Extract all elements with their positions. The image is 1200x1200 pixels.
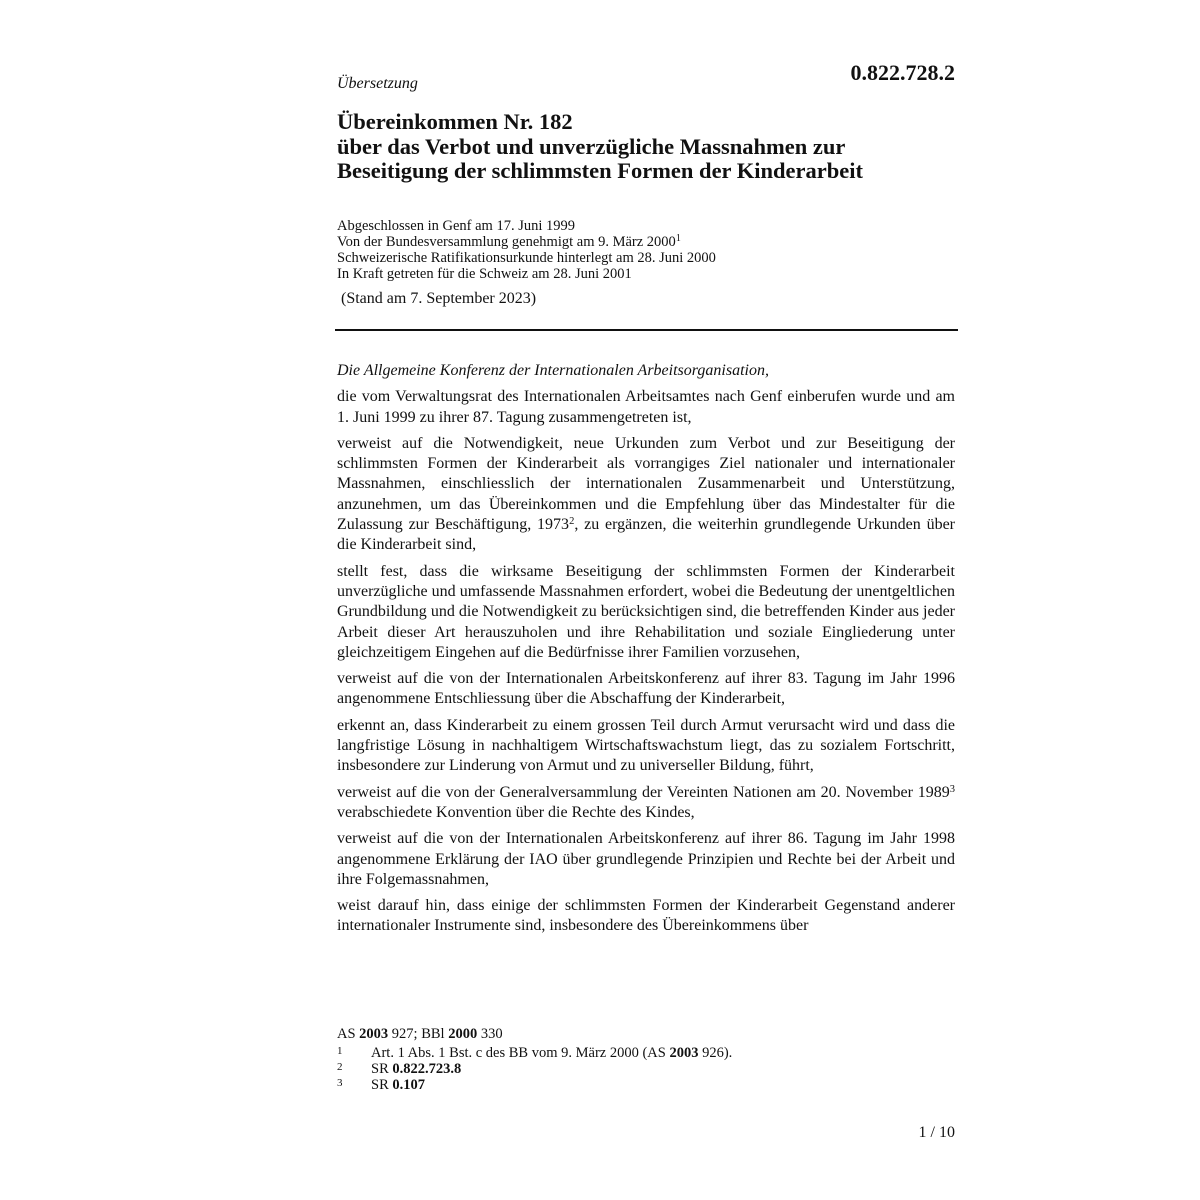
paragraph: die vom Verwaltungsrat des Internationalen Arbeitsamtes nach Genf einberufen wurde und am 1. Juni 1999 zu ihrer 87. Tagung zusammengetreten ist, bbox=[337, 388, 955, 426]
fn3-ref: 0.107 bbox=[392, 1077, 425, 1093]
title-line: über das Verbot und unverzügliche Massnahmen zur bbox=[337, 133, 846, 159]
title-line: Übereinkommen Nr. 182 bbox=[337, 109, 573, 134]
translation-label: Übersetzung bbox=[337, 75, 418, 92]
meta-ratification: Schweizerische Ratifikationsurkunde hinterlegt am 28. Juni 2000 bbox=[337, 250, 716, 266]
paragraph bbox=[337, 783, 955, 824]
paragraph: stellt fest, dass die wirksame Beseitigung der schlimmsten Formen der Kinderarbeit unverzügliche und umfassende Massnahmen erfordert, wobei die Bedeutung der unentgeltlichen Grundbildung und die Notwendigkeit zu berücksichtigen sind, die betreffenden Kinder aus jeder Arbeit dieser Art herauszuholen und ihre Rehabilitation und soziale Eingliederung unter gleichzeitigem Eingehen auf die Bedürfnisse ihrer Familien vorzusehen, bbox=[337, 562, 955, 661]
publication-reference bbox=[337, 1026, 955, 1042]
paragraph bbox=[337, 434, 955, 556]
fn1-end: 926). bbox=[698, 1045, 733, 1061]
status-date: (Stand am 7. September 2023) bbox=[341, 290, 537, 307]
fn3-prefix: SR bbox=[371, 1077, 393, 1093]
title-line: Beseitigung der schlimmsten Formen der Kinderarbeit bbox=[337, 158, 863, 183]
bbl-page: 330 bbox=[477, 1026, 503, 1042]
fn2-ref: 0.822.723.8 bbox=[392, 1061, 462, 1077]
footnote-number: 3 bbox=[337, 1077, 343, 1089]
footnote-ref: 2 bbox=[569, 516, 575, 528]
footnote-ref: 3 bbox=[949, 783, 955, 795]
paragraph-text: , zu ergänzen, die weiterhin grundlegende Urkunden über die Kinderarbeit sind, bbox=[337, 516, 955, 554]
paragraph: verweist auf die von der Internationalen Arbeitskonferenz auf ihrer 83. Tagung im Jahr 1996 angenommene Entschliessung über die Abschaffung der Kinderarbeit, bbox=[337, 670, 955, 708]
as-prefix: AS bbox=[337, 1026, 360, 1042]
footnote-number: 1 bbox=[337, 1045, 343, 1057]
page-number: 1 / 10 bbox=[918, 1124, 955, 1141]
footnote-number: 2 bbox=[337, 1061, 343, 1073]
sr-number: 0.822.728.2 bbox=[850, 60, 955, 85]
header-divider bbox=[335, 329, 958, 331]
meta-in-force: In Kraft getreten für die Schweiz am 28. Juni 2001 bbox=[337, 266, 632, 282]
bbl-year: 2000 bbox=[448, 1026, 478, 1042]
as-mid: 927; BBl bbox=[388, 1026, 449, 1042]
preamble-intro: Die Allgemeine Konferenz der Internationalen Arbeitsorganisation, bbox=[337, 362, 769, 379]
paragraph: weist darauf hin, dass einige der schlimmsten Formen der Kinderarbeit Gegenstand anderer internationaler Instrumente sind, insbesondere des Übereinkommens über bbox=[337, 897, 955, 935]
paragraph: erkennt an, dass Kinderarbeit zu einem grossen Teil durch Armut verursacht wird und dass die langfristige Lösung in nachhaltigem Wirtschaftswachstum liegt, das zu sozialem Fortschritt, insbesondere zur Linderung von Armut und zu universeller Bildung, führt, bbox=[337, 716, 955, 775]
paragraph-text: verweist auf die von der Generalversammlung der Vereinten Nationen am 20. November 1989 bbox=[337, 783, 950, 801]
paragraph: verweist auf die von der Internationalen Arbeitskonferenz auf ihrer 86. Tagung im Jahr 1998 angenommene Erklärung der IAO über grundlegende Prinzipien und Rechte bei der Arbeit und ihre Folgemassnahmen, bbox=[337, 830, 955, 888]
footnote-text bbox=[371, 1045, 955, 1061]
footnote-3 bbox=[337, 1077, 955, 1093]
document-title bbox=[337, 110, 977, 184]
footnotes bbox=[337, 1026, 955, 1093]
preamble bbox=[337, 361, 955, 943]
fn2-prefix: SR bbox=[371, 1061, 393, 1077]
fn1-year: 2003 bbox=[669, 1045, 699, 1061]
fn1-text: Art. 1 Abs. 1 Bst. c des BB vom 9. März 2000 (AS bbox=[371, 1045, 670, 1061]
meta-approved bbox=[337, 234, 955, 250]
footnote-ref: 1 bbox=[675, 233, 681, 244]
meta-concluded: Abgeschlossen in Genf am 17. Juni 1999 bbox=[337, 218, 576, 234]
footnote-2 bbox=[337, 1061, 955, 1077]
document-metadata bbox=[337, 218, 955, 282]
meta-approved-text: Von der Bundesversammlung genehmigt am 9. März 2000 bbox=[337, 234, 676, 250]
footnote-text bbox=[371, 1061, 955, 1077]
as-year: 2003 bbox=[359, 1026, 389, 1042]
footnote-1 bbox=[337, 1045, 955, 1061]
paragraph-text: verweist auf die Notwendigkeit, neue Urkunden zum Verbot und zur Beseitigung der schlimmsten Formen der Kinderarbeit als vorrangiges Ziel nationaler und internationaler Massnahmen, einschliesslich der internationalen Zusammenarbeit und Unterstützung, anzunehmen, um das Übereinkommen und die Empfehlung über das Mindestalter für die Zulassung zur Beschäftigung, 1973 bbox=[337, 434, 955, 534]
footnote-text bbox=[371, 1077, 955, 1093]
paragraph-text: verabschiedete Konvention über die Rechte des Kindes, bbox=[337, 803, 695, 821]
